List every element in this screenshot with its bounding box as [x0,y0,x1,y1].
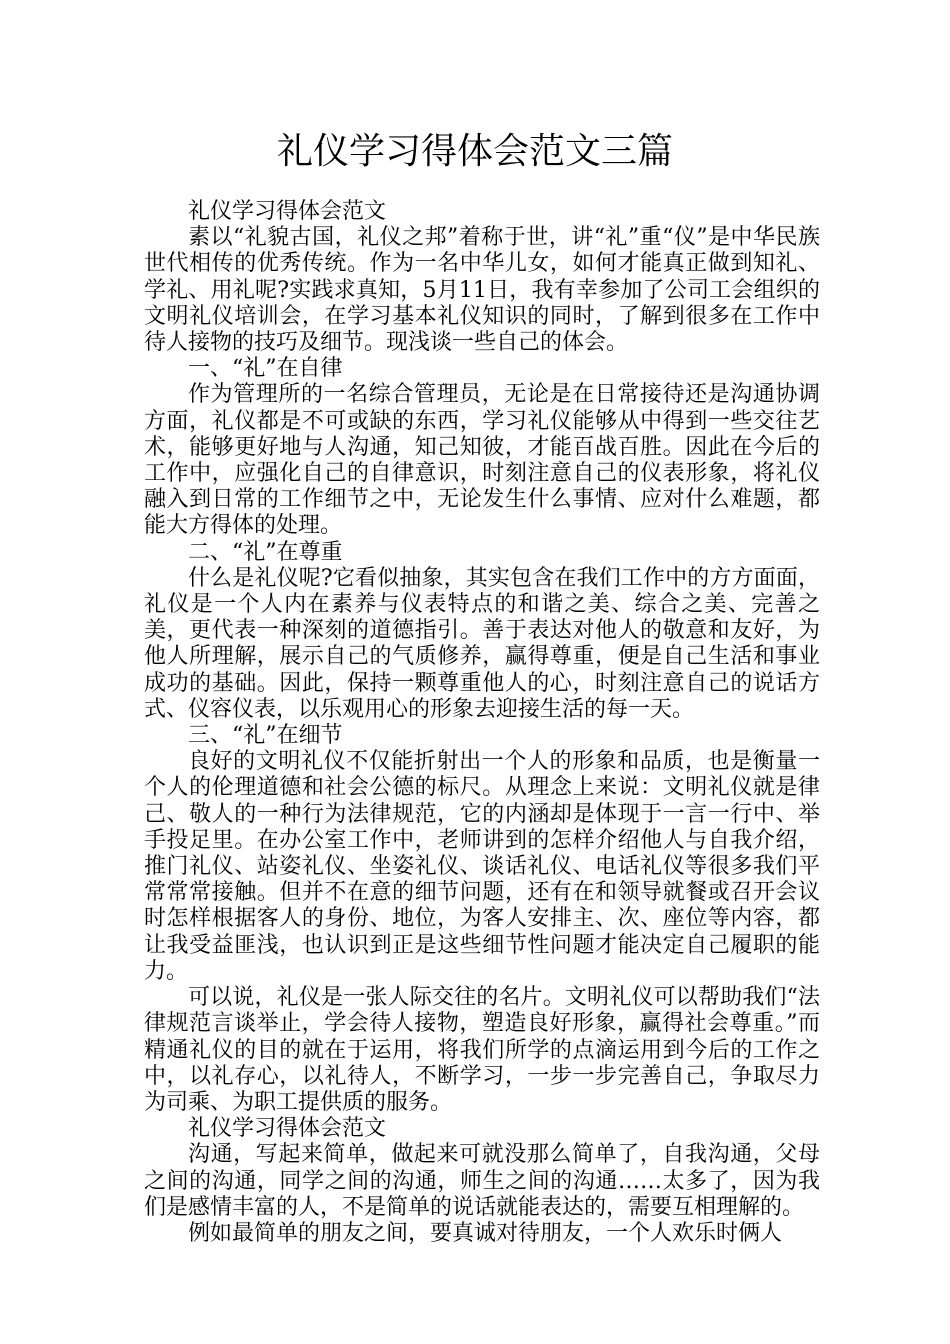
paragraph: 良好的文明礼仪不仅能折射出一个人的形象和品质，也是衡量一个人的伦理道德和社会公德的标尺。从理念上来说：文明礼仪就是律己、敬人的一种行为法律规范，它的内涵却是体现于一言一行中、举手投足里。在办公室工作中，老师讲到的怎样介绍他人与自我介绍，推门礼仪、站姿礼仪、坐姿礼仪、谈话礼仪、电话礼仪等很多我们平常常常接触。但并不在意的细节问题，还有在和领导就餐或召开会议时怎样根据客人的身份、地位，为客人安排主、次、座位等内容，都让我受益匪浅，也认识到正是这些细节性问题才能决定自己履职的能力。 [144,749,820,984]
paragraph: 可以说，礼仪是一张人际交往的名片。文明礼仪可以帮助我们“法律规范言谈举止，学会待人接物，塑造良好形象，赢得社会尊重。”而精通礼仪的目的就在于运用，将我们所学的点滴运用到今后的工作之中，以礼存心，以礼待人，不断学习，一步一步完善自己，争取尽力为司乘、为职工提供质的服务。 [144,985,820,1115]
paragraph: 作为管理所的一名综合管理员，无论是在日常接待还是沟通协调方面，礼仪都是不可或缺的东西，学习礼仪能够从中得到一些交往艺术，能够更好地与人沟通，知己知彼，才能百战百胜。因此在今后的工作中，应强化自己的自律意识，时刻注意自己的仪表形象，将礼仪融入到日常的工作细节之中，无论发生什么事情、应对什么难题，都能大方得体的处理。 [144,382,820,539]
section-heading: 二、“礼”在尊重 [188,539,343,565]
paragraph: 什么是礼仪呢?它看似抽象，其实包含在我们工作中的方方面面，礼仪是一个人内在素养与仪表特点的和谐之美、综合之美、完善之美，更代表一种深刻的道德指引。善于表达对他人的敬意和友好，为他人所理解，展示自己的气质修养，赢得尊重，便是自己生活和事业成功的基础。因此，保持一颗尊重他人的心，时刻注意自己的说话方式、仪容仪表，以乐观用心的形象去迎接生活的每一天。 [144,565,820,722]
section-heading: 礼仪学习得体会范文 [188,199,387,224]
paragraph: 例如最简单的朋友之间，要真诚对待朋友，一个人欢乐时俩人 [188,1220,783,1246]
document-title: 礼仪学习得体会范文三篇 [276,131,673,172]
section-heading: 一、“礼”在自律 [188,356,343,382]
section-heading: 三、“礼”在细节 [188,723,343,749]
section-heading: 礼仪学习得体会范文 [188,1116,387,1142]
paragraph: 沟通，写起来简单，做起来可就没那么简单了，自我沟通，父母之间的沟通，同学之间的沟通，师生之间的沟通……太多了，因为我们是感情丰富的人，不是简单的说话就能表达的，需要互相理解的。 [144,1142,820,1220]
paragraph: 素以“礼貌古国，礼仪之邦”着称于世，讲“礼”重“仪”是中华民族世代相传的优秀传统。作为一名中华儿女，如何才能真正做到知礼、学礼、用礼呢?实践求真知，5月11日，我有幸参加了公司工会组织的文明礼仪培训会，在学习基本礼仪知识的同时，了解到很多在工作中待人接物的技巧及细节。现浅谈一些自己的体会。 [144,225,820,356]
document-body [144,199,820,1247]
